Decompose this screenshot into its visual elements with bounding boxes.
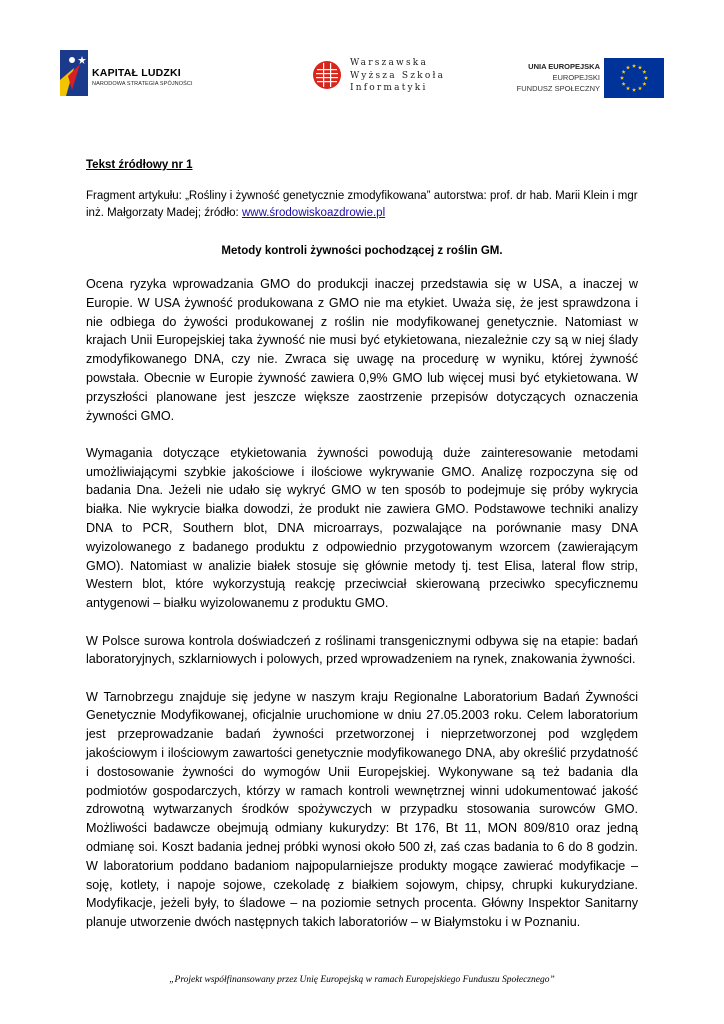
wwsi-line-1: Warszawska — [350, 58, 429, 68]
source-link[interactable]: www.środowiskoazdrowie.pl — [241, 206, 386, 219]
kapital-ludzki-emblem-icon — [58, 50, 88, 96]
wwsi-emblem-icon — [312, 60, 342, 90]
paragraph-1: Ocena ryzyka wprowadzania GMO do produkcji inaczej przedstawia się w USA, a inaczej w Europie. W USA żywność produkowana z GMO nie ma etykiet. Uważa się, że jest sprawdzona i nie odbiega do żywości produkowanej z roślin nie modyfikowanej genetycznie. Natomiast w krajach Unii Europejskiej taka żywność nie musi być etykietowana, niezależnie czy są w niej ślady zmodyfikowanego DNA, czy nie. Zwraca się uwagę na procedurę w wyniku, której żywność powstała. Obecnie w Europie żywność zawiera 0,9% GMO lub więcej musi być etykietowana. W przyszłości planowane jest jeszcze większe zaostrzenie przepisów dotyczących oznaczenia żywności GMO. — [86, 277, 638, 423]
fragment-info — [86, 188, 638, 221]
source-title: Tekst źródłowy nr 1 — [86, 159, 193, 171]
paragraph-2: Wymagania dotyczące etykietowania żywności powodują duże zainteresowanie metodami umożliwiającymi szybkie jakościowe i ilościowe wykrywanie GMO. Analizę rozpoczyna się od badania Dna. Jeżeli nie udało się wykryć GMO w ten sposób to podejmuje się próby wykrycia białka. Nie wykrycie białka dowodzi, że produkt nie zawiera GMO. Podstawowe techniki analizy DNA to PCR, Southern blot, DNA microarrays, pozwalające na porównanie masy DNA wyizolowanego z badanego produktu z odpowiednio przygotowanym wzorcem (zawierającym GMO). Natomiast w analizie białek stosuje się głównie metody tj. test Elisa, lateral flow strip, Western blot, które wykorzystują reakcję przeciwciał skierowaną przeciwko specyficznemu antygenowi – białku wyizolowanemu z produktu GMO. — [86, 445, 638, 611]
eu-title: UNIA EUROPEJSKA — [528, 62, 600, 71]
wwsi-logo — [312, 57, 446, 97]
wwsi-line-3: Informatyki — [350, 83, 428, 93]
eu-text-block — [508, 61, 600, 94]
paragraph-3: W Polsce surowa kontrola doświadczeń z roślinami transgenicznymi odbywa się na etapie: badań laboratoryjnych, szklarniowych i polowych, przed wprowadzeniem na rynek, znakowania żywności. — [86, 633, 638, 667]
page-header — [0, 0, 724, 120]
wwsi-name — [350, 57, 445, 95]
kapital-ludzki-logo — [58, 50, 248, 102]
eu-line-3: FUNDUSZ SPOŁECZNY — [516, 84, 600, 93]
article-title: Metody kontroli żywności pochodzącej z roślin GM. — [221, 245, 503, 257]
fragment-text: Fragment artykułu: „Rośliny i żywność genetycznie zmodyfikowana” autorstwa: prof. dr hab. Marii Klein i mgr inż. Małgorzaty Madej; źródło: — [86, 190, 638, 219]
eu-logo — [508, 58, 678, 102]
document-body — [86, 158, 638, 932]
kapital-ludzki-subtitle: NARODOWA STRATEGIA SPÓJNOŚCI — [92, 81, 193, 87]
kapital-ludzki-name: KAPITAŁ LUDZKI — [92, 67, 181, 79]
eu-line-2: EUROPEJSKI — [552, 73, 600, 82]
paragraph-4: W Tarnobrzegu znajduje się jedyne w naszym kraju Regionalne Laboratorium Badań Żywności Genetycznie Modyfikowanej, oficjalnie uruchomione w dniu 27.05.2003 roku. Celem laboratorium jest przeprowadzanie badań żywności przetworzonej i nieprzetworzonej pod względem jakościowym i ilościowym zawartości genetycznie modyfikowanego DNA, aby określić przydatność i dostosowanie żywności do wymogów Unii Europejskiej. Wykonywane są też badania dla podmiotów gospodarczych, którzy w ramach kontroli wewnętrznej winni udokumentować jakość zdrowotną wytwarzanych środków spożywczych w przypadku stosowania surowców GMO. Możliwości badawcze obejmują odmiany kukurydzy: Bt 176, Bt 11, MON 809/810 oraz jedną odmianę soi. Koszt badania jednej próbki wynosi około 500 zł, zaś czas badania to 6 do 8 godzin. W laboratorium poddano badaniom najpopularniejsze produkty mogące zawierać modyfikacje – soję, kotlety, i napoje sojowe, czekoladę z białkiem sojowym, chipsy, chrupki kukurydziane. Modyfikacje, jeżeli były, to śladowe – na poziomie setnych procenta. Główny Inspektor Sanitarny planuje utworzenie dwóch następnych takich laboratoriów – w Białymstoku i w Poznaniu. — [86, 689, 638, 930]
eu-flag-icon — [604, 58, 664, 98]
footer-note: „Projekt współfinansowany przez Unię Europejską w ramach Europejskiego Funduszu Społecznego” — [169, 975, 555, 985]
wwsi-line-2: Wyższa Szkoła — [350, 70, 446, 81]
